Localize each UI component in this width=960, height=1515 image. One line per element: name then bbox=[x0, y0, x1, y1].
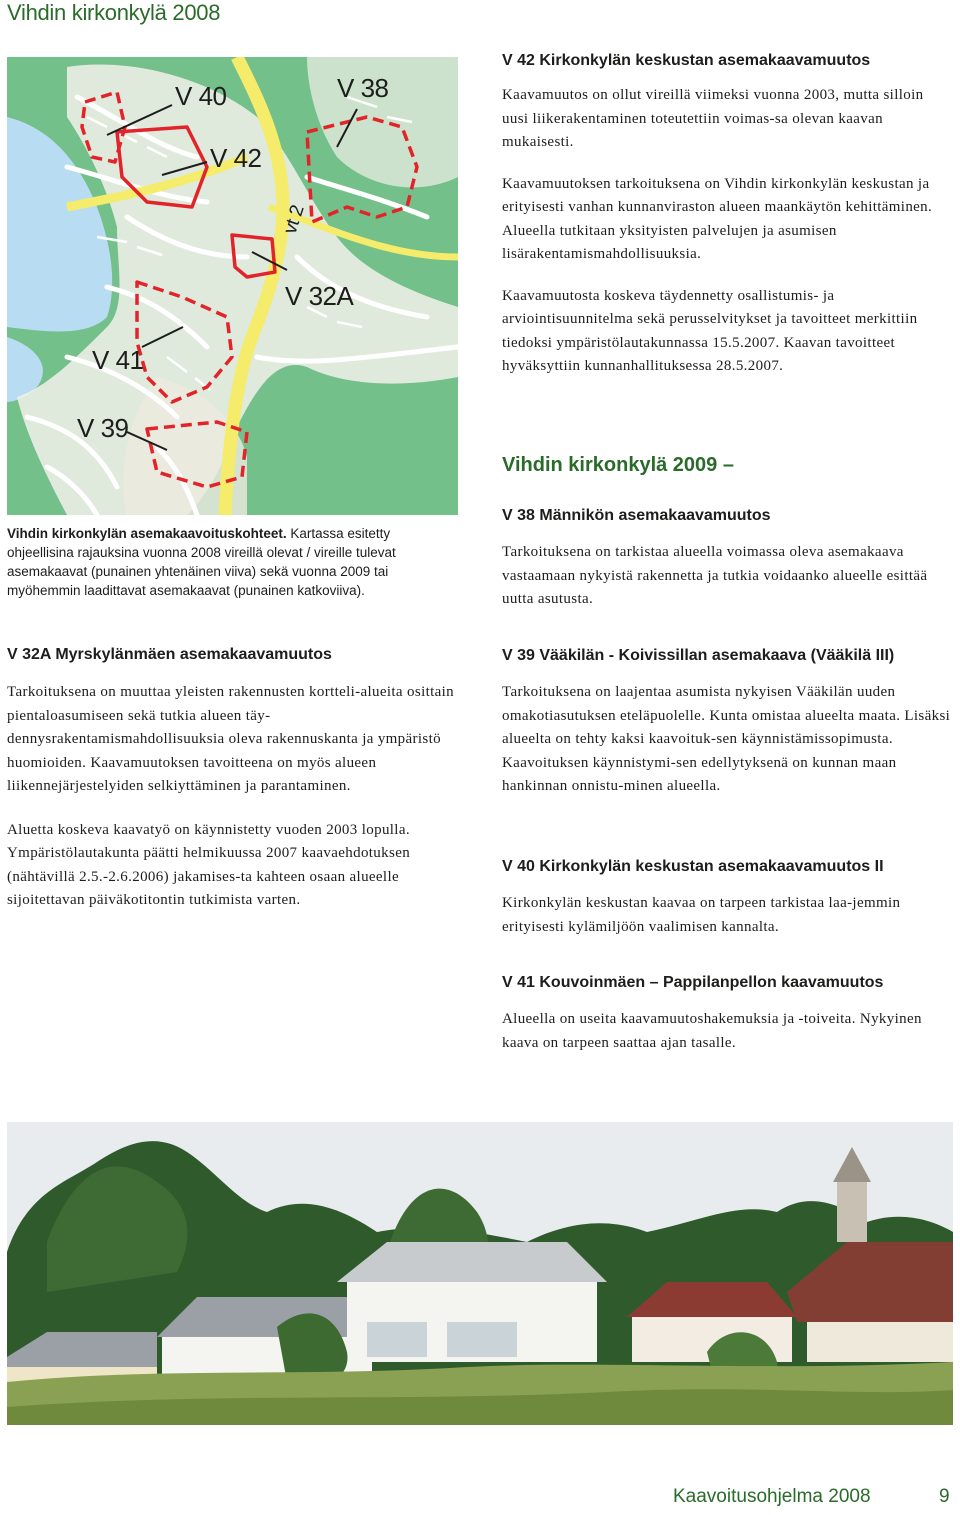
map-label-v41: V 41 bbox=[92, 345, 144, 375]
section-v32a bbox=[7, 646, 454, 913]
map-label-vt2: vt 2 bbox=[279, 202, 309, 237]
section-v42 bbox=[502, 52, 952, 379]
section-year-2009 bbox=[502, 454, 952, 477]
section-v38 bbox=[502, 507, 952, 612]
section-v41 bbox=[502, 974, 952, 1055]
section-heading: V 38 Männikön asemakaavamuutos bbox=[502, 507, 771, 524]
section-heading: V 32A Myrskylänmäen asemakaavamuutos bbox=[7, 646, 332, 663]
section-heading: V 41 Kouvoinmäen – Pappilanpellon kaavamuutos bbox=[502, 974, 884, 991]
map-label-v32a: V 32A bbox=[285, 281, 354, 311]
paragraph: Kaavamuutoksen tarkoituksena on Vihdin kirkonkylän keskustan ja erityisesti vanhan kunnanviraston alueen maankäytön kehittäminen. Alueella tutkitaan yksityisten palvelujen ja asumisen lisärakentamismahdollisuuksia. bbox=[502, 175, 933, 262]
paragraph: Kaavamuutosta koskeva täydennetty osallistumis- ja arviointisuunnitelma sekä perusselvitykset ja tavoitteet merkittiin tiedoksi ympäristölautakunnassa 15.5.2007. Kaavan tavoitteet hyväksyttiin kunnanhallituksessa 28.5.2007. bbox=[502, 287, 918, 374]
map-label-v40: V 40 bbox=[175, 81, 227, 111]
caption-bold: Vihdin kirkonkylän asemakaavoituskohteet. bbox=[7, 526, 287, 541]
page-number: 9 bbox=[939, 1486, 950, 1507]
map-label-v39: V 39 bbox=[77, 413, 129, 443]
page-title: Vihdin kirkonkylä 2008 bbox=[7, 0, 221, 25]
section-heading: V 40 Kirkonkylän keskustan asemakaavamuutos II bbox=[502, 858, 884, 875]
paragraph: Kaavamuutos on ollut vireillä viimeksi vuonna 2003, mutta silloin uusi liikerakentaminen toteutettiin voimas-sa olevan kaavan mukaisesti. bbox=[502, 87, 924, 150]
section-v39 bbox=[502, 647, 952, 799]
map-label-v42: V 42 bbox=[210, 143, 262, 173]
section-heading: Vihdin kirkonkylä 2009 – bbox=[502, 454, 734, 476]
map-caption bbox=[7, 524, 454, 600]
zoning-map bbox=[7, 57, 458, 515]
paragraph: Tarkoituksena on muuttaa yleisten rakennusten kortteli-alueita osittain pientaloasumiseen sekä tutkia alueen täy-dennysrakentamismahdollisuuksia oleva rakennuskanta ja ympäristö huomioiden. Kaavamuutoksen tavoitteena on myös alueen liikennejärjestelyiden selkiyttäminen ja parantaminen. bbox=[7, 684, 455, 794]
paragraph: Tarkoituksena on tarkistaa alueella voimassa oleva asemakaava vastaamaan nykyistä rakennetta ja tutkia voidaanko alueelle esittää uutta asutusta. bbox=[502, 544, 928, 607]
village-photo bbox=[7, 1122, 953, 1425]
paragraph: Alueella on useita kaavamuutoshakemuksia ja -toiveita. Nykyinen kaava on tarpeen saattaa ajan tasalle. bbox=[502, 1011, 922, 1051]
section-heading: V 39 Vääkilän - Koivissillan asemakaava (Vääkilä III) bbox=[502, 647, 895, 664]
paragraph: Kirkonkylän keskustan kaavaa on tarpeen tarkistaa laa-jemmin erityisesti kylämiljöön vaalimisen kannalta. bbox=[502, 895, 901, 935]
paragraph: Aluetta koskeva kaavatyö on käynnistetty vuoden 2003 lopulla. Ympäristölautakunta päätti helmikuussa 2007 kaavaehdotuksen (nähtävillä 2.5.-2.6.2006) jakamises-ta kahteen osaan alueelle sijoitettavan päiväkotitontin tutkimista varten. bbox=[7, 821, 411, 908]
map-label-v38: V 38 bbox=[337, 73, 389, 103]
section-heading: V 42 Kirkonkylän keskustan asemakaavamuutos bbox=[502, 52, 871, 69]
section-v40 bbox=[502, 858, 952, 939]
caption-text: Kartassa esitetty ohjeellisina rajauksina vuonna 2008 vireillä olevat / vireille tulevat asemakaavat (punainen yhtenäinen viiva) sekä vuonna 2009 tai myöhemmin laadittavat asemakaavat (punainen katkoviiva). bbox=[7, 526, 396, 598]
paragraph: Tarkoituksena on laajentaa asumista nykyisen Vääkilän uuden omakotiasutuksen eteläpuolelle. Kunta omistaa alueelta maata. Lisäksi alueelta on tehty kaksi kaavoituk-sen käynnistämissopimusta. Kaavoituksen käynnistymi-sen edellytyksenä on kunnan maan hankinnan onnistu-minen alueella. bbox=[502, 684, 951, 794]
footer-title: Kaavoitusohjelma 2008 bbox=[673, 1486, 871, 1507]
